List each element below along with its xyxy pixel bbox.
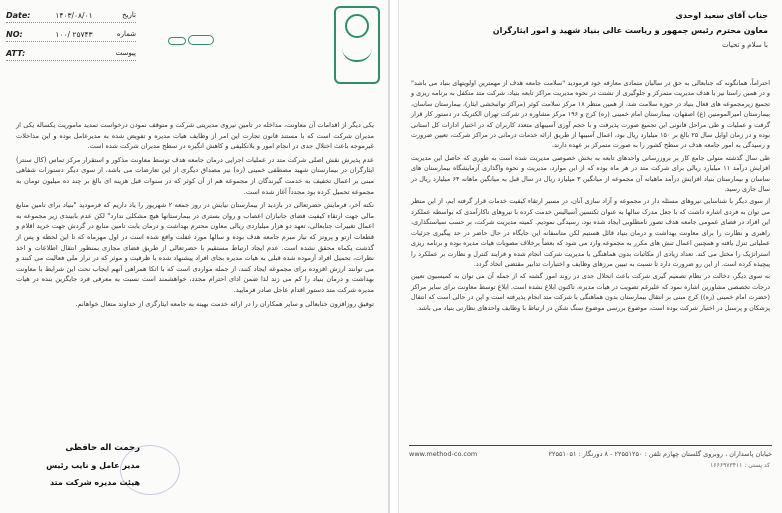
- meta-date-label-fa: تاریخ: [122, 11, 136, 19]
- paragraph: از سوی دیگر با شناسایی نیروهای مسئله دار در مجموعه و آزاد سازی آنان، در مسیر ارتقاء کیفیت خدمات قرار گرفته ایم، از این منظر می توان به فردی اشاره داشت که با جعل مدرک سالها به عنوان تکنسین آسیالیس خدمت کرده با نیروهای ناکارآمدی که بواسطه عملکرد این افراد در فضای عمومی جامعه هدف تصور نامطلوبی ایجاد شده بود، رسیدگی نمودیم. کمیته مدیریت شرکت، بر حسب سیاستگذاری، راهبری و نظارت را برای معاونت بهداشت و درمان بنیاد قائل هستیم لکن متاسفانه این جایگاه در حال حاضر در حد پیگیری جزئیات عملیاتی تنزل یافته و همچنین اعمال تنش های مکرر به مجموعه وارد می شود که بعضاً برخلاف مصوبات هیات مدیره بوده و برنامه ریزی استراتژیک را مختل می کند. تعداد زیادی از مکاتبات بدون هماهنگی با مدیریت شرکت انجام شده و فرایند کنترل و نظارت بر عملکرد را پیچیده کرده است. از این رو ضرورت دارد تا نسبت به تبیین مرزهای وظایف و اختیارات تدابیر مقتضی اتخاذ گردد.: [411, 197, 770, 268]
- letter-body-right: [411, 78, 770, 315]
- footer-divider: [409, 445, 772, 446]
- footer-address: خیابان پاسداران ، روبروی گلستان چهارم تلفن : ۲۲۵۵۱۲۵۰ - ۸ دورنگار : ۲۲۵۵۱۰۵۱: [548, 450, 772, 458]
- signatory-name: رحمت اله حافظی: [65, 443, 140, 453]
- signatory-title: مدیر عامل و نایب رئیس: [46, 461, 140, 470]
- addressee-title: معاون محترم رئیس جمهور و ریاست عالی بنیاد شهید و امور ایثارگران: [492, 26, 768, 35]
- meta-date-label: Date:: [6, 10, 31, 20]
- paragraph: نکته آخر، فرمایش حضرتعالی در بازدید از بیمارستان نیایش در روز جمعه ۲ شهریور را یاد داریم که فرمودید "بنیاد برای تامین منابع مالی جهت ارتقاء کیفیت فضای جانبازان اعصاب و روان بستری در بیمارستانها هیچ مشکلی ندارد" لکن عدم بابیندی زیر مجموعه به اعمال تغییرات جنابعالی، تعهد دو هزار میلیاردی ریالی معاون محترم بهداشت و درمان بابت تامین منابع در گردش جهت خرید اقلام و قطعات ارتو و پروتز که نیاز مبرم جامعه هدف بوده و سالها مورد غفلت واقع شده است در اول مهرماه که تا این لحظه و پس از گذشت یکماه محقق نشده است. عدم ایجاد ارتباط مستقیم با حضرتعالی از طریق فضای مجازی بمنظور انتقال اطلاعات و اخذ نظرات، تحمیل افراد آزموده شده قبلی به هیات مدیره بجای افراد پیشنهاد شده با ظرفیت و موثر که در تراز ملی فعالیت می کنند و می توانند ارزش افزوده برای مجموعه ایجاد کنند، از جمله مواردی است که با اتکا همراهی آنهم ایجاب نحت این شرایط با معاونت بهداشت و درمان بنیاد را کم می زند لذا ضمن ادای احترام مجدد، خواهشمند است نسبت به معرفی فرد جایگزین بنده در هیات مدیره شرکت متد دستور اقدام عاجل صادر فرمایید.: [16, 201, 374, 294]
- footer-postal-code: کد پستی : ۱۶۶۶۹۷۳۴۱۱: [710, 462, 770, 469]
- signature-block: [30, 440, 140, 491]
- signatory-title-2: هیئت مدیره شرکت متد: [50, 478, 140, 487]
- logo-emblem-icon: [345, 14, 369, 38]
- meta-date-value: ۱۴۰۳/۰۸/۰۱: [55, 10, 93, 20]
- company-logo-icon: [334, 6, 380, 84]
- footer-website: www.method-co.com: [409, 450, 478, 458]
- meta-number-row: [6, 27, 136, 42]
- addressee-name: جناب آقای سعید اوحدی: [675, 11, 768, 20]
- paragraph: عدم پذیرش نقش اصلی شرکت متد در عملیات اجرایی درمان جامعه هدف توسط معاونت مذکور و استقرار مرکز تماس (کال سنتر) ایثارگران در بیمارستان شهید مصطفی خمینی (ره) نیز مصداق دیگری از این تعارضات می باشد، از سوی دیگر دستورات شفاهی مبنی بر اعمال تخفیف به خدمت گیرندگان از مجموعه هم از آن کوثر که در سنوات قبل هزینه ای بالغ بر چند ده میلیون تومان به مجموعه تحمیل کرده بود مجدداً آغاز شده است.: [16, 155, 374, 196]
- letterhead-footer: [409, 450, 772, 462]
- paragraph: به سوی دیگر، دخالت در نظام تصمیم گیری شرکت باعث انحلال جدی در روند امور گشته که از جمله آن می توان به کمیسیون تعیین درجات تخصصی مشاورین اشاره نمود که علیرغم تصویب در هیات مدیره، تاکنون ابلاغ نشده است. ابلاغ توسط معاونت برای سایر مراکز (حضرت امام خمینی (ره)) کرج مبنی بر انتقال بیمارستان بدون هماهنگی با شرکت متد انجام پذیرفته است و این در حالی است که انتقال پزشکان و پرسنل در اختیار شرکت بوده است، موضوع بررسی موضوع سنگ شکن در ارتباط با وظایف واحدهای نظارتی بنیاد می باشد.: [411, 272, 770, 312]
- letter-meta: [6, 8, 136, 65]
- addressee-block: [493, 8, 768, 53]
- paragraph: احتراماً، همانگونه که جنابعالی به حق در سالیان متمادی معارفه خود فرمودید "سلامت جامعه هدف از مهمترین اولویتهای بنیاد می باشد" و در همین راستا نیز با هدف مدیریت متمرکز و جلوگیری از تشتت در نحوه مدیریت مراکز تابعه بنیاد، شرکت متد متکفل به برنامه ریزی و تجمیع زیرمجموعه های فعال بنیاد در حوزه سلامت شد، از همین منظر ۱۸ مرکز سلامت کوثر (مراکز توانبخشی ایثار)، بیمارستان ساسان، بیمارستان امیرالمومنین (ع) اصفهان، بیمارستان امام خمینی (ره) کرج و ۱۹۶ مرکز مشاوره در شرکت تهران الکتریک در دستور کار قرار گرفت و عملیات و طی مراحل قانونی این تجمیع صورت پذیرفت و با حجم آوری آسیبهای متعدد کاربران که در اختیار ادارات کل استانی بوده و در زمان اوایل سال ۲۵ بالغ بر ۱۵۰ میلیارد ریال بود، اعمال آسیبها از طریق ارائه خدمات درمانی در مراکز شرکت، تعیین ضرورت و رسیدگی به امور جامعه هدف در سطح کشور را به صورت متمرکز بر عهده دارند.: [411, 79, 770, 150]
- meta-attachment-row: [6, 46, 136, 61]
- meta-number-label-fa: شماره: [116, 30, 136, 38]
- paragraph: توفیق روزافزون جنابعالی و سایر همکاران را در ارائه خدمت بهینه به جامعه ایثارگری از خداوند متعال خواهانم.: [75, 299, 374, 308]
- meta-number-value: ۱۰۰/ ۲۵۷۴۳: [55, 29, 93, 39]
- meta-attachment-label-fa: پیوست: [115, 49, 136, 57]
- letter-page-right: [398, 0, 782, 513]
- paragraph: یکی دیگر از اقدامات آن معاونت، مداخله در تامین نیروی مدیریتی شرکت و متوقف نمودن درخواست تمدید ماموریت یکساله یکی از مدیران شرکت است که با مستند قانون تجارت این امر از وظایف هیات مدیره و تفویض شده به مدیرعامل بوده و این مداخلات غیرموجه باعث اختلال جدی در انجام امور و بلاتکلیفی و کاهش انگیزه در سطح مدیران شرکت شده است.: [16, 121, 374, 151]
- paragraph: طی سال گذشته متولی جامع کار بر بروزرسانی واحدهای تابعه به بخش خصوصی مدیریت شده است به طوری که حاصل این مدیریت افزایش درآمد ۱۱ میلیارد ریالی برای شرکت متد در هر ماه بوده که از این موارد، مدیریت و نحوه واگذاری آزمایشگاه بیمارستان های ساسان و بیمارستان بنیاد افزایش درآمد ماهیانه آن مجموعه از میانگین ۳ میلیارد ریال در سال قبل به میانگین ماهانه ۶۴ میلیارد ریال در سال جاری رسید.: [411, 153, 770, 194]
- letter-body-left: [16, 120, 374, 312]
- meta-date-row: [6, 8, 136, 23]
- greeting: با سلام و تحیات: [722, 41, 768, 49]
- meta-number-label: NO:: [6, 29, 23, 39]
- meta-attachment-label: ATT:: [6, 48, 26, 58]
- bismillah-calligraphy-icon: [168, 33, 218, 49]
- letter-page-left: [0, 0, 390, 513]
- logo-wordmark-icon: [342, 48, 372, 62]
